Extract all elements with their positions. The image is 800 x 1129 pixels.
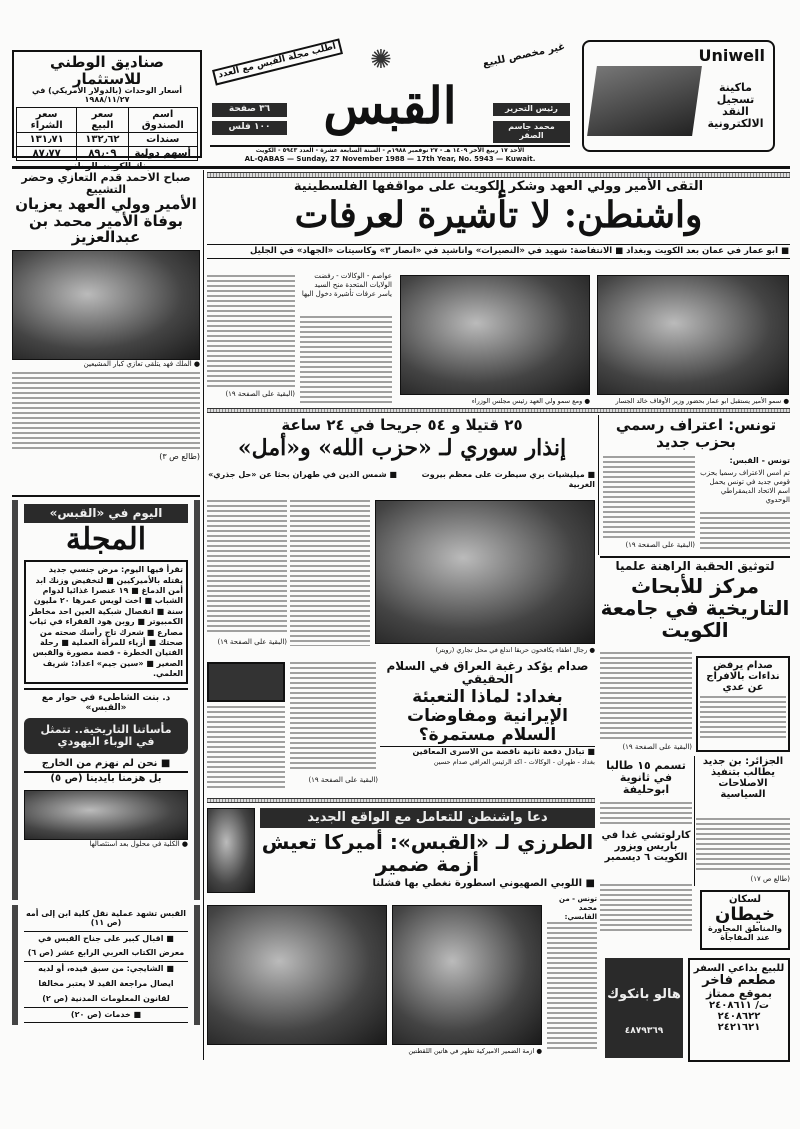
restaurant-line1: للبيع بداعي السفر	[693, 963, 785, 974]
inside-link[interactable]: ■ اقبال كبير على جناح القبس في	[38, 933, 174, 943]
halo-phone: ٤٨٧٩٣٦٩	[624, 1026, 664, 1037]
newspaper-title: القبس	[323, 76, 457, 135]
not-for-sale: غير مخصص للبيع	[481, 41, 567, 70]
continued-note: (البقية على الصفحة ١٩)	[622, 743, 692, 751]
col-header: سعر الشراء	[17, 107, 77, 132]
magazine-box[interactable]	[12, 500, 200, 900]
story-kicker: صباح الاحمد قدم التعازي وحضر التشييع	[21, 171, 191, 197]
col-header: سعر البيع	[77, 107, 128, 132]
poison-headline: تسمم ١٥ طالبا في ثانوية ابوحليفة	[606, 759, 686, 797]
lead-headline: واشنطن: لا تأشيرة لعرفات	[294, 194, 703, 237]
khaitan-ad	[700, 890, 790, 950]
restaurant-phone: ٢٤٢١٦٢١	[717, 1022, 761, 1034]
iraq-sub: ■ تبادل دفعة ثانية ناقصة من الاسرى المعاقين	[380, 746, 595, 757]
khaitan-line1: لسكان	[728, 894, 762, 905]
caption-text: ● رجال اطفاء يكافحون حريقا اندلع في محل تجاري	[456, 646, 595, 654]
continued-note: (طالع ص ١٧)	[750, 875, 790, 883]
tarazi-sub: ■ اللوبي الصهيوني اسطورة نغطي بها فشلنا	[372, 878, 595, 890]
tunisia-body-start: تم امس الاعتراف رسميا بحزب قومي جديد في تونس يحمل اسم الاتحاد الديمقراطي الوحدوي	[700, 469, 790, 505]
algeria-headline: الجزائر: بن جديد يطالب بتنفيذ الاصلاحات السياسية	[702, 756, 784, 800]
funeral-photo	[12, 250, 200, 360]
inside-link[interactable]: لقانون المعلومات المدنية (ص ٢)	[24, 992, 188, 1008]
halo-title: هالو بانكوك	[607, 987, 681, 1002]
column-body	[207, 706, 285, 791]
carlucci-headline: كارلوتشي غدا في باريس ويزور الكويت ٦ ديسمبر	[601, 830, 691, 863]
tunisia-dateline: تونس - القبس:	[729, 456, 790, 465]
divider	[207, 798, 595, 803]
column-divider	[694, 756, 695, 886]
column-logo	[207, 662, 285, 702]
tarazi-photo	[207, 808, 255, 893]
tarazi-body	[547, 922, 597, 1052]
masthead-rule	[12, 166, 790, 169]
uniwell-brand: Uniwell	[698, 46, 765, 65]
center-header	[600, 560, 790, 641]
inside-link[interactable]: القبس تشهد عملية نقل كلية ابن إلى أمه (ص ١١)	[24, 907, 188, 932]
price: ١٠٠ فلس	[212, 121, 287, 135]
khaitan-line4: عند المفاجأة	[720, 932, 770, 942]
restaurant-line2: مطعم فاخر	[702, 973, 776, 988]
saddam-box	[696, 656, 790, 752]
lead-caption-2: ● ومع سمو ولي العهد رئيس مجلس الوزراء	[471, 397, 590, 405]
center-headline: مركز للأبحاث التاريخية في جامعة الكويت	[600, 574, 790, 643]
kidney-caption: ● الكلية في محلول بعد استئصالها	[89, 840, 188, 849]
center-kicker: لتوثيق الحقبة الراهنة علميا	[615, 559, 775, 573]
date-line-english: AL-QABAS — Sunday, 27 November 1988 — 17th Year, No. 5943 — Kuwait.	[244, 155, 536, 163]
kidney-photo	[24, 790, 188, 840]
restaurant-ad	[688, 958, 790, 1062]
iraq-kicker: صدام يؤكد رغبة العراق في السلام الحقيقي	[386, 659, 589, 687]
lead-body-start: عواصم - الوكالات - رفضت الولايات المتحدة منح السيد ياسر عرفات تأشيرة دخول اليها	[301, 272, 392, 299]
interview-line2: بل هزمنا بايدينا (ص ٥)	[24, 771, 188, 784]
restaurant-phone: ت/ ٢٤٠٨٦١١	[709, 1000, 769, 1012]
syria-sub-1: ■ ميليشيات بري سيطرت على معظم بيروت الغربية	[421, 470, 595, 490]
story-body	[12, 372, 200, 452]
restaurant-phone: ٢٤٠٨٦٢٢	[717, 1011, 761, 1023]
tarazi-caption: ● ازمة الضمير الاميركية تظهر في هاتين اللقطتين	[408, 1047, 542, 1055]
khaitan-line2: خيطان	[715, 904, 775, 925]
saddam-headline: صدام يرفض نداءات بالافراج عن عدي	[706, 660, 780, 693]
divider	[207, 408, 790, 413]
fund-table	[16, 107, 198, 161]
tarazi-photo-1	[207, 905, 387, 1045]
poison-body	[600, 802, 692, 824]
lead-header	[207, 180, 790, 236]
carlucci-body	[600, 884, 692, 932]
inside-link[interactable]: ■ خدمات (ص ٢٠)	[24, 1008, 188, 1024]
tarazi-header	[260, 808, 595, 890]
tunisia-headline: تونس: اعتراف رسمي بحزب جديد	[615, 416, 777, 451]
uniwell-text: ماكينة تسجيل النقد الالكترونية	[707, 81, 764, 131]
syria-sub-2: ■ شمس الدين في طهران بحثا عن «حل جذري»	[208, 470, 397, 479]
photo-caption: ● الملك فهد يتلقى تعازي كبار المشيعين	[83, 359, 200, 368]
iraq-headline: بغداد: لماذا التعبئة الإيرانية ومفاوضات السلام مستمرة؟	[407, 687, 568, 745]
khaitan-line3: والمناطق المجاورة	[707, 923, 783, 933]
col-header: اسم الصندوق	[128, 107, 197, 132]
inside-link[interactable]: ■ الشايجي: من سبق قيده، أو لديه	[38, 964, 174, 974]
lead-caption-1: ● سمو الأمير يستقبل ابو عمار بحضور وزير الأوقاف خالد الجسار	[615, 397, 789, 405]
inside-links	[12, 905, 200, 1025]
interview-line1: ■ نحن لم نهزم من الخارج	[41, 758, 171, 770]
algeria-body	[696, 818, 790, 872]
lead-subheads: ■ ابو عمار في عمان بعد الكويت وبغداد ■ الانتفاضة: شهيد في «النصيرات» واناشيد في «انصار ٣» وكاسيتات «الجهاد» في الجليل	[207, 244, 790, 259]
page-count: ٣٦ صفحة	[212, 103, 287, 117]
magazine-contents: تقرأ فيها اليوم: مرض جنسي جديد يقتله بالأميركيين ■ لتخفيض وزنك ابد أمن الدماغ ■ ١٩ عنصرا غذائيا لدوام الشباب ■ اخت لويس عمرها ٢٠ مليون سنة ■ انفصال شبكية العين احد مخاطر الكمبيوتر ■ روبن هود الفقراء في ثياب مصارع ■ شعرك تاج رأسك صحته من صحتك ■ أزياء للمرأة العملية ■ رحلة الفتيان الخطرة - قصة مصورة والقبس الصغير ■ «سين جيم» اعداد: شريف العلمي.	[24, 560, 188, 684]
lead-photo-1	[597, 275, 789, 395]
inside-link[interactable]: ايصال مراجعة القيد لا يعتبر مخالفا	[38, 978, 174, 988]
lead-photo-2	[400, 275, 590, 395]
restaurant-line3: بموقع ممتاز	[705, 987, 773, 1001]
syria-kicker: ٢٥ قتيلا و ٥٤ جريحا في ٢٤ ساعة	[281, 416, 523, 434]
masthead	[210, 40, 570, 145]
syria-photo	[375, 500, 595, 644]
halo-bangkok-ad	[605, 958, 683, 1058]
column-divider	[598, 415, 599, 555]
story-headline: الأمير وولي العهد يعزيان بوفاة الأمير محمد بن عبدالعزيز	[15, 195, 197, 247]
lead-body	[207, 275, 295, 387]
iraq-block	[380, 660, 595, 766]
continued-note: (البقية على الصفحة ١٩)	[225, 390, 295, 398]
photo-credit: (رويتر)	[435, 646, 455, 654]
lead-kicker: التقى الأمير وولي العهد وشكر الكويت على مواقفها الفلسطينية	[293, 179, 704, 194]
tarazi-dateline: تونس - من محمد القابسي:	[559, 895, 597, 922]
tarazi-headline: الطرزي لـ «القبس»: أميركا تعيش أزمة ضمير	[261, 830, 594, 877]
syria-body	[207, 500, 287, 634]
inside-link[interactable]: معرض الكتاب العربي الرابع عشر (ص ٦)	[24, 946, 188, 962]
continued-note: (البقية على الصفحة ١٩)	[308, 776, 378, 784]
table-row: سندات ١٣٢٫٦٢ ١٣١٫٧١	[17, 132, 198, 146]
fund-subtitle: أسعار الوحدات (بالدولار الأمريكي) في ١٩٨٨/١١/٢٧	[32, 86, 182, 104]
iraq-body	[290, 662, 376, 772]
logo-emblem-icon: ✺	[370, 45, 392, 75]
editor-label: رئيس التحرير	[493, 103, 570, 116]
tarazi-kicker: دعا واشنطن للتعامل مع الواقع الجديد	[260, 808, 595, 828]
date-line-arabic: الأحد ١٧ ربيع الآخر ١٤٠٩ هـ - ٢٧ نوفمبر ١٩٨٨م - السنة السابعة عشرة - العدد ٥٩٤٣ - الكويت	[255, 147, 525, 154]
cash-register-icon	[587, 66, 702, 136]
syria-body	[290, 500, 370, 646]
fund-title: صناديق الوطني للاستثمار	[50, 53, 164, 88]
continued-note: (البقية على الصفحة ١٩)	[625, 541, 695, 549]
syria-caption	[375, 646, 595, 654]
left-story	[12, 172, 200, 462]
editor-name: محمد جاسم الصقر	[493, 121, 570, 143]
divider	[600, 556, 790, 558]
table-row: أسهم دولية ٨٩٫٠٩ ٨٧٫٧٧	[17, 146, 198, 160]
magazine-promo: اطلب مجلة القبس مع العدد	[212, 38, 343, 85]
interview-quote: مأساتنا التاريخية.. تتمثل في الوباء اليهودي	[24, 718, 188, 754]
fund-price-box	[12, 50, 202, 158]
center-body	[600, 652, 692, 740]
interview-title: د. بنت الشاطىء في حوار مع «القبس»	[41, 693, 171, 714]
magazine-title: المجلة	[65, 522, 147, 558]
divider	[207, 172, 790, 178]
iraq-dateline: بغداد - طهران - الوكالات - اكد الرئيس العراقي صدام حسين	[433, 757, 595, 766]
tunisia-body	[603, 456, 695, 538]
uniwell-ad	[582, 40, 775, 152]
tarazi-photo-2	[392, 905, 542, 1045]
syria-headline: إنذار سوري لـ «حزب الله» و«أمل»	[237, 434, 567, 461]
column-divider	[203, 170, 204, 1060]
tunisia-body	[700, 512, 790, 552]
divider	[12, 495, 200, 497]
continued-note: (طالع ص ٣)	[159, 451, 200, 461]
syria-header	[207, 417, 597, 460]
lead-body	[300, 316, 392, 404]
continued-note: (البقية على الصفحة ١٩)	[217, 638, 287, 646]
magazine-label: اليوم في «القبس»	[24, 504, 188, 523]
